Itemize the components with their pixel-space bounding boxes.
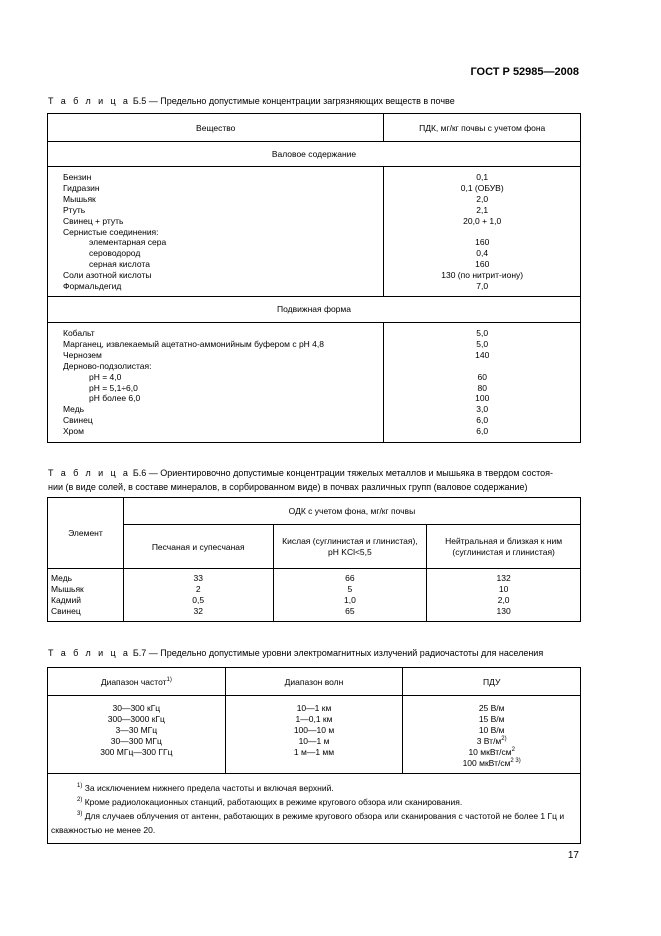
t6-elements bbox=[48, 569, 124, 622]
table-cell: 66 bbox=[345, 573, 355, 583]
cell-text: 15 В/м bbox=[478, 713, 505, 724]
caption-text: Б.7 — Предельно допустимые уровни электромагнитных излучений радиочастоты для населения bbox=[132, 648, 544, 658]
t5-gross-values bbox=[384, 167, 581, 297]
footnote bbox=[51, 781, 576, 795]
table-row: Хром bbox=[63, 426, 84, 437]
t5-mobile-values bbox=[384, 322, 581, 442]
document-id: ГОСТ Р 52985—2008 bbox=[470, 66, 579, 78]
footnote-mark: 1) bbox=[77, 783, 83, 790]
table-cell: 100 bbox=[475, 393, 490, 404]
table-cell: 60 bbox=[477, 371, 487, 382]
table-cell: 2,1 bbox=[476, 204, 489, 215]
table-cell: 3—30 МГц bbox=[115, 724, 158, 735]
table-cell: 6,0 bbox=[476, 426, 489, 437]
footnote-mark: 2) bbox=[77, 797, 83, 804]
cell-text: 100 мкВт/см bbox=[462, 757, 511, 768]
t6-sandy-values bbox=[123, 569, 273, 622]
table-row: Соли азотной кислоты bbox=[63, 270, 152, 281]
table-b6 bbox=[47, 497, 581, 622]
table-cell: 32 bbox=[193, 605, 203, 616]
table-cell bbox=[403, 736, 580, 747]
header-line: Кислая (суглинистая и глинистая), bbox=[282, 535, 418, 546]
t7-footnotes bbox=[48, 774, 581, 844]
table-cell: 132 bbox=[496, 573, 511, 583]
table-row: Бензин bbox=[63, 172, 92, 182]
table-cell bbox=[403, 747, 580, 758]
t6-acidic-values bbox=[273, 569, 427, 622]
table-b7-caption bbox=[48, 646, 582, 660]
t7-wavelength-values bbox=[225, 696, 403, 774]
table-cell: 6,0 bbox=[476, 415, 489, 426]
footnote-text: Кроме радиолокационных станций, работающих в режиме кругового обзора или сканирования. bbox=[84, 797, 463, 808]
table-cell: 160 bbox=[475, 237, 490, 248]
footnote bbox=[51, 809, 576, 837]
section-gross: Валовое содержание bbox=[48, 142, 581, 167]
col-header-wavelength: Диапазон волн bbox=[225, 668, 403, 696]
caption-text: Б.6 — Ориентировочно допустимые концентрации тяжелых металлов и мышьяка в твердом состоя- bbox=[132, 468, 553, 478]
table-cell bbox=[403, 725, 580, 736]
table-row: Гидразин bbox=[63, 182, 100, 193]
table-cell: 30—300 кГц bbox=[112, 703, 161, 713]
table-cell: 7,0 bbox=[476, 281, 489, 292]
table-row: Мышьяк bbox=[63, 193, 96, 204]
cell-text: 25 В/м bbox=[478, 703, 505, 713]
table-cell bbox=[384, 361, 580, 372]
table-b7 bbox=[47, 667, 581, 844]
table-cell bbox=[403, 758, 580, 769]
table-cell: 10 bbox=[498, 583, 509, 594]
table-cell: 0,1 bbox=[476, 172, 489, 182]
table-row: Мышьяк bbox=[51, 583, 84, 594]
table-cell: 0,5 bbox=[192, 594, 205, 605]
table-row: Медь bbox=[63, 404, 85, 415]
col-header-neutral bbox=[427, 525, 581, 569]
table-row: Сернистые соединения: bbox=[63, 226, 159, 237]
footnote-ref: 1) bbox=[166, 676, 172, 683]
col-header-frequency bbox=[48, 668, 226, 696]
caption-line bbox=[48, 466, 582, 480]
table-cell: 30—300 МГц bbox=[110, 735, 162, 746]
table-row: элементарная сера bbox=[89, 237, 167, 248]
table-row: pH = 5,1÷6,0 bbox=[89, 382, 138, 393]
col-header-pdk: ПДК, мг/кг почвы с учетом фона bbox=[384, 114, 581, 142]
section-mobile: Подвижная форма bbox=[48, 296, 581, 322]
footnote-text: Для случаев облучения от антенн, работающих в режиме кругового обзора или сканирования с частотой не более 1 Гц и скважностью не менее 20. bbox=[51, 811, 565, 836]
table-cell: 2 bbox=[195, 583, 201, 594]
table-row: pH = 4,0 bbox=[89, 371, 122, 382]
table-cell: 65 bbox=[345, 605, 355, 616]
table-cell bbox=[384, 227, 580, 238]
header-line: (суглинистая и глинистая) bbox=[452, 546, 555, 557]
cell-text: 3 Вт/м bbox=[476, 735, 502, 746]
table-cell: 130 bbox=[496, 605, 511, 616]
footnote-ref: 2) bbox=[501, 735, 507, 742]
caption-label: Т а б л и ц а bbox=[48, 96, 131, 106]
table-b5-caption bbox=[48, 94, 582, 108]
cell-text: 10 В/м bbox=[478, 724, 505, 735]
footnote bbox=[51, 795, 576, 809]
table-b6-caption bbox=[48, 466, 582, 494]
footnote-ref: 2 3) bbox=[510, 757, 521, 764]
table-cell: 2,0 bbox=[476, 193, 489, 204]
table-cell: 0,4 bbox=[476, 248, 489, 259]
t5-mobile-names bbox=[48, 322, 384, 442]
table-row: Свинец bbox=[51, 605, 81, 616]
table-cell: 300 МГц—300 ГГц bbox=[100, 746, 173, 757]
table-cell: 160 bbox=[475, 259, 490, 270]
table-cell: 1,0 bbox=[344, 594, 356, 605]
caption-label: Т а б л и ц а bbox=[48, 648, 131, 658]
table-row: Свинец + ртуть bbox=[63, 215, 124, 226]
table-row: Кобальт bbox=[63, 327, 95, 338]
table-row: Формальдегид bbox=[63, 281, 122, 292]
table-cell: 5,0 bbox=[476, 338, 489, 349]
t6-neutral-values bbox=[427, 569, 581, 622]
table-cell: 0,1 (ОБУВ) bbox=[460, 182, 504, 193]
footnote-text: За исключением нижнего предела частоты и включая верхний. bbox=[84, 783, 334, 794]
table-b5 bbox=[47, 113, 581, 443]
table-cell: 3,0 bbox=[476, 404, 489, 415]
header-text: Диапазон частот bbox=[100, 676, 167, 687]
table-cell bbox=[403, 703, 580, 714]
table-cell: 20,0 + 1,0 bbox=[463, 215, 502, 226]
col-header-substance: Вещество bbox=[48, 114, 384, 142]
t7-frequency-values bbox=[48, 696, 226, 774]
page-number: 17 bbox=[567, 850, 579, 861]
col-header-pdu: ПДУ bbox=[403, 668, 581, 696]
table-cell: 33 bbox=[193, 573, 203, 583]
col-header-odk: ОДК с учетом фона, мг/кг почвы bbox=[123, 498, 580, 525]
table-row: Медь bbox=[51, 573, 73, 583]
table-cell: 300—3000 кГц bbox=[107, 713, 165, 724]
table-cell: 80 bbox=[477, 382, 487, 393]
table-cell bbox=[403, 714, 580, 725]
col-header-acidic bbox=[273, 525, 427, 569]
table-cell: 130 (по нитрит-иону) bbox=[441, 270, 524, 281]
table-cell: 1 м—1 мм bbox=[293, 746, 335, 757]
table-row: Марганец, извлекаемый ацетатно-аммонийным буфером с pH 4,8 bbox=[63, 338, 325, 349]
table-row: серная кислота bbox=[89, 259, 150, 270]
caption-line: нии (в виде солей, в составе минералов, в сорбированном виде) в почвах различных групп (валовое содержание) bbox=[48, 482, 528, 492]
col-header-sandy: Песчаная и супесчаная bbox=[123, 525, 273, 569]
cell-text: 10 мкВт/см bbox=[468, 746, 512, 757]
col-header-element: Элемент bbox=[48, 498, 124, 569]
table-cell: 100—10 м bbox=[293, 724, 335, 735]
table-cell: 1—0,1 км bbox=[295, 713, 333, 724]
header-line: Нейтральная и близкая к ним bbox=[445, 535, 563, 546]
t7-pdu-values bbox=[403, 696, 581, 774]
table-cell: 140 bbox=[475, 349, 490, 360]
table-cell: 2,0 bbox=[497, 594, 510, 605]
table-row: Дерново-подзолистая: bbox=[63, 360, 152, 371]
table-cell: 5,0 bbox=[476, 327, 489, 338]
caption-text: Б.5 — Предельно допустимые концентрации загрязняющих веществ в почве bbox=[132, 96, 455, 106]
footnote-ref: 2 bbox=[511, 746, 515, 753]
table-cell: 10—1 м bbox=[298, 735, 330, 746]
table-row: Кадмий bbox=[51, 594, 81, 605]
table-cell: 5 bbox=[347, 583, 353, 594]
table-row: сероводород bbox=[89, 248, 141, 259]
table-cell: 10—1 км bbox=[296, 703, 332, 713]
table-row: pH более 6,0 bbox=[89, 393, 141, 404]
header-line: pH KCl<5,5 bbox=[328, 546, 372, 557]
caption-label: Т а б л и ц а bbox=[48, 468, 131, 478]
table-row: Чернозем bbox=[63, 349, 102, 360]
table-row: Ртуть bbox=[63, 204, 86, 215]
footnote-mark: 3) bbox=[77, 811, 83, 818]
table-row: Свинец bbox=[63, 415, 93, 426]
t5-gross-names bbox=[48, 167, 384, 297]
